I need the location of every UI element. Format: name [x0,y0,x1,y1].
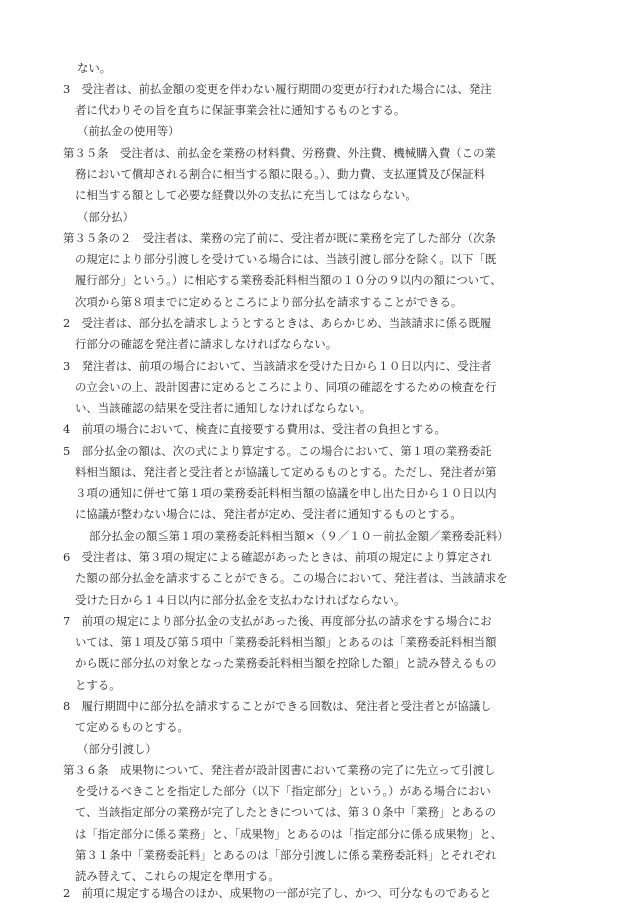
article-36-line-2: を受けるべきことを指定した部分（以下「指定部分」という。）がある場合におい [75,784,491,798]
clause-7-line-3: から既に部分払の対象となった業務委託料相当額を控除した額」と読み替えるもの [75,656,497,670]
clause-3-line-2: 者に代わりその旨を直ちに保証事業会社に通知するものとする。 [75,103,406,117]
article-35-line-2: 務において償却される割合に相当する額に限る。）、動力費、支払運賃及び保証料 [75,167,486,181]
clause-5-line-2: 料相当額は、発注者と受注者とが協議して定めるものとする。ただし、発注者が第 [75,465,497,479]
clause-8-line-2: て定めるものとする。 [75,720,189,734]
article-36-line-4: は「指定部分に係る業務」と、「成果物」とあるのは「指定部分に係る成果物」と、 [75,827,503,841]
clause-6-line-2: た額の部分払金を請求することができる。この場合において、発注者は、当該請求を [75,571,508,585]
article-36-line-6: 読み替えて、これらの規定を準用する。 [75,869,280,883]
clause-7-line-2: いては、第１項及び第５項中「業務委託料相当額」とあるのは「業務委託料相当額 [75,635,497,649]
text-line: ない。 [77,61,112,75]
article-35-2-line-3: 履行部分」という。）に相応する業務委託料相当額の１０分の９以内の額について、 [75,273,502,287]
article-heading: （前払金の使用等） [77,124,180,138]
clause-3-line-3: い、当該確認の結果を受注者に通知しなければならない。 [75,401,372,415]
clause-5-line-3: ３項の通知に併せて第１項の業務委託料相当額の協議を申し出た日から１０日以内 [75,486,497,500]
clause-8-line-1: 8 履行期間中に部分払を請求することができる回数は、発注者と受注者とが協議し [63,699,492,713]
article-36-line-5: 第３１条中「業務委託料」とあるのは「部分引渡しに係る業務委託料」とそれぞれ [75,848,497,862]
clause-5-line-4: に協議が整わない場合には、発注者が定め、受注者に通知するものとする。 [75,507,462,521]
clause-2-line-2: 行部分の確認を発注者に請求しなければならない。 [75,337,337,351]
clause-3-line-1: 3 発注者は、前項の場合において、当該請求を受けた日から１０日以内に、受注者 [63,359,492,373]
clause-2-line-1: 2 前項に規定する場合のほか、成果物の一部が完了し、かつ、可分なものであると [63,886,492,900]
article-35-2-line-1: 第３５条の２ 受注者は、業務の完了前に、受注者が既に業務を完了した部分（次条 [63,231,496,245]
clause-3-line-1: 3 受注者は、前払金額の変更を伴わない履行期間の変更が行われた場合には、発注 [63,82,492,96]
clause-7-line-4: とする。 [75,678,121,692]
clause-3-line-2: の立会いの上、設計図書に定めるところにより、同項の確認をするための検査を行 [75,380,497,394]
clause-4-line-1: 4 前項の場合において、検査に直接要する費用は、受注者の負担とする。 [63,422,446,436]
clause-2-line-1: 2 受注者は、部分払を請求しようとするときは、あらかじめ、当該請求に係る既履 [63,316,492,330]
article-35-2-line-2: の規定により部分引渡しを受けている場合には、当該引渡し部分を除く。以下「既 [75,252,497,266]
article-35-2-line-4: 次項から第８項までに定めるところにより部分払を請求することができる。 [75,295,463,309]
article-heading: （部分払） [77,210,134,224]
clause-6-line-3: 受けた日から１４日以内に部分払金を支払わなければならない。 [75,593,406,607]
formula-line: 部分払金の額≦第１項の業務委託料相当額×（９／１０－前払金額／業務委託料） [89,529,509,543]
article-36-line-3: て、当該指定部分の業務が完了したときについては、第３０条中「業務」とあるの [75,805,496,819]
clause-6-line-1: 6 受注者は、第３項の規定による確認があったときは、前項の規定により算定され [63,550,492,564]
article-36-line-1: 第３６条 成果物について、発注者が設計図書において業務の完了に先立って引渡し [63,763,496,777]
article-35-line-3: に相当する額として必要な経費以外の支払に充当してはならない。 [75,188,417,202]
clause-5-line-1: 5 部分払金の額は、次の式により算定する。この場合において、第１項の業務委託 [63,444,492,458]
article-35-line-1: 第３５条 受注者は、前払金を業務の材料費、労務費、外注費、機械購入費（この業 [63,146,496,160]
clause-7-line-1: 7 前項の規定により部分払金の支払があった後、再度部分払の請求をする場合にお [63,614,492,628]
article-heading: （部分引渡し） [77,742,157,756]
